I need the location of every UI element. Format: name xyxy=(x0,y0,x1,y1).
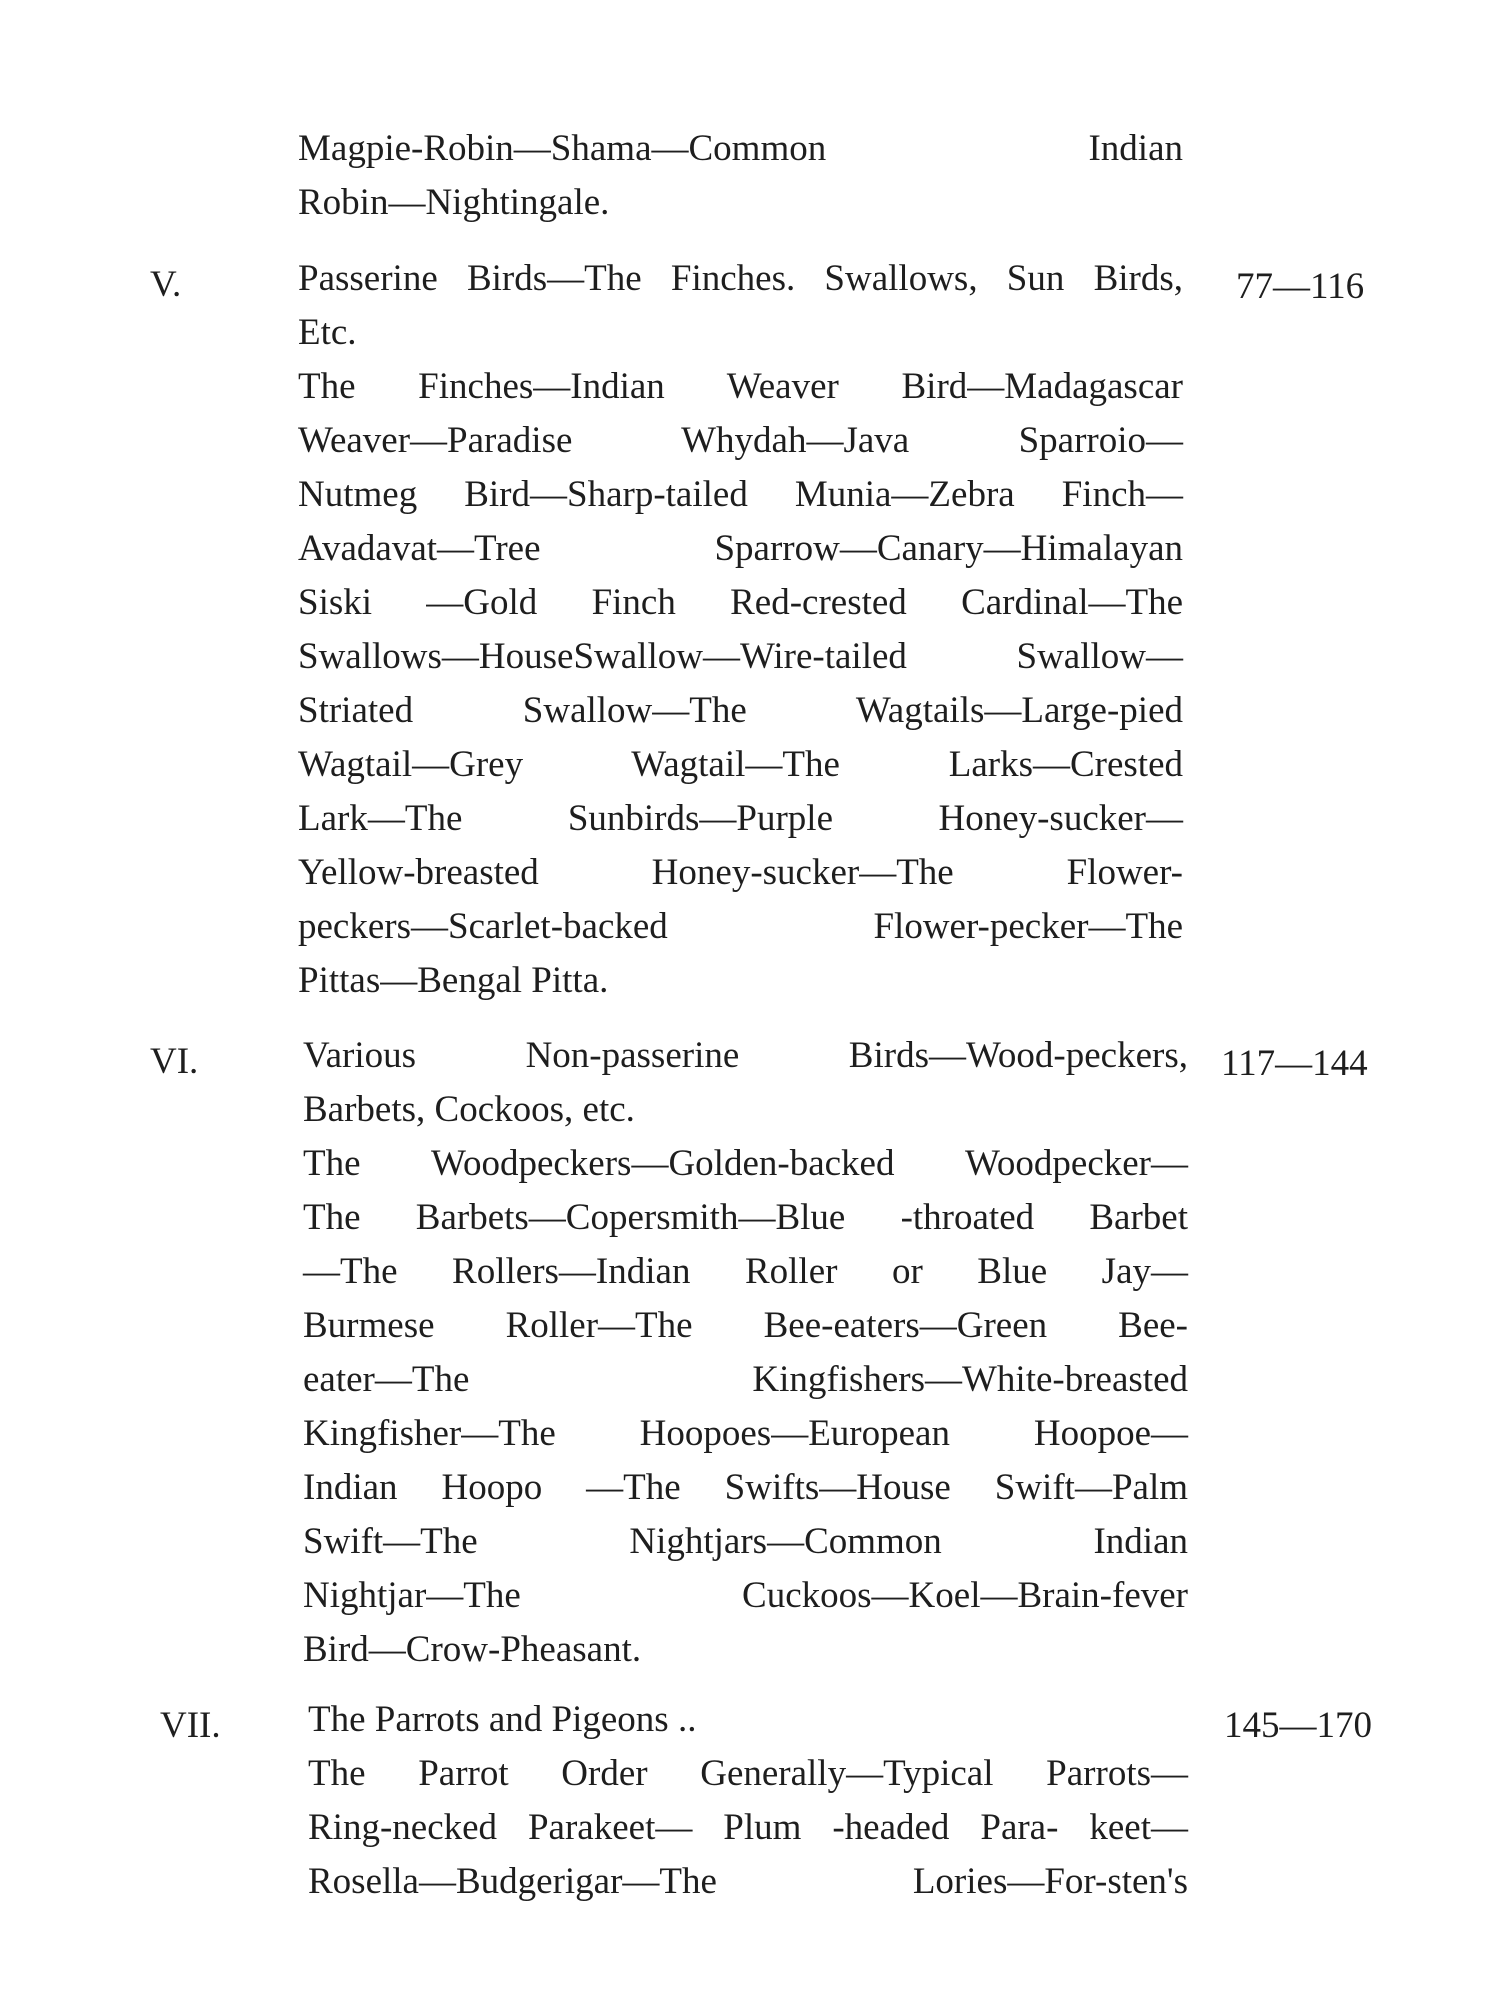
toc-line: Swift—The Nightjars—Common Indian xyxy=(303,1521,1188,1562)
toc-line: Burmese Roller—The Bee-eaters—Green Bee- xyxy=(303,1305,1188,1346)
chapter-vii-pages: 145—170 xyxy=(1224,1705,1372,1746)
toc-line: Swallows—HouseSwallow—Wire-tailed Swallow— xyxy=(298,636,1183,677)
toc-line: The Barbets—Copersmith—Blue -throated Barbet xyxy=(303,1197,1188,1238)
toc-line: Wagtail—Grey Wagtail—The Larks—Crested xyxy=(298,744,1183,785)
toc-line: Siski —Gold Finch Red-crested Cardinal—The xyxy=(298,582,1183,623)
chapter-v-numeral: V. xyxy=(150,264,182,305)
toc-line: Ring-necked Parakeet— Plum -headed Para- keet— xyxy=(308,1807,1188,1848)
toc-line: Robin—Nightingale. xyxy=(298,182,610,223)
toc-line: peckers—Scarlet-backed Flower-pecker—The xyxy=(298,906,1183,947)
toc-line: Nightjar—The Cuckoos—Koel—Brain-fever xyxy=(303,1575,1188,1616)
toc-line: Nutmeg Bird—Sharp-tailed Munia—Zebra Finch— xyxy=(298,474,1183,515)
chapter-v-pages: 77—116 xyxy=(1236,266,1365,307)
chapter-vi-pages: 117—144 xyxy=(1221,1043,1368,1084)
toc-line: —The Rollers—Indian Roller or Blue Jay— xyxy=(303,1251,1188,1292)
toc-line: The Finches—Indian Weaver Bird—Madagascar xyxy=(298,366,1183,407)
chapter-iv-continuation xyxy=(298,122,1183,230)
chapter-vi-numeral: VI. xyxy=(150,1041,199,1082)
toc-line: Striated Swallow—The Wagtails—Large-pied xyxy=(298,690,1183,731)
toc-line: Various Non-passerine Birds—Wood-peckers, xyxy=(303,1035,1188,1076)
toc-line: Magpie-Robin—Shama—Common Indian xyxy=(298,128,1183,169)
chapter-vi-contents xyxy=(303,1029,1188,1677)
toc-line: eater—The Kingfishers—White-breasted xyxy=(303,1359,1188,1400)
chapter-vii-contents xyxy=(308,1693,1188,1909)
toc-line: Rosella—Budgerigar—The Lories—For-sten's xyxy=(308,1861,1188,1902)
toc-line: The Woodpeckers—Golden-backed Woodpecker— xyxy=(303,1143,1188,1184)
chapter-v-contents xyxy=(298,252,1183,1008)
toc-line: Avadavat—Tree Sparrow—Canary—Himalayan xyxy=(298,528,1183,569)
toc-line: Yellow-breasted Honey-sucker—The Flower- xyxy=(298,852,1183,893)
toc-line: Barbets, Cockoos, etc. xyxy=(303,1089,635,1130)
toc-line: Pittas—Bengal Pitta. xyxy=(298,960,609,1001)
toc-line: Weaver—Paradise Whydah—Java Sparroio— xyxy=(298,420,1183,461)
toc-line: Indian Hoopo —The Swifts—House Swift—Palm xyxy=(303,1467,1188,1508)
toc-line: Lark—The Sunbirds—Purple Honey-sucker— xyxy=(298,798,1183,839)
toc-line: Kingfisher—The Hoopoes—European Hoopoe— xyxy=(303,1413,1188,1454)
toc-line: The Parrots and Pigeons .. xyxy=(308,1699,697,1740)
toc-line: Etc. xyxy=(298,312,357,353)
toc-line: Passerine Birds—The Finches. Swallows, Sun Birds, xyxy=(298,258,1183,299)
toc-line: Bird—Crow-Pheasant. xyxy=(303,1629,642,1670)
chapter-vii-numeral: VII. xyxy=(160,1705,221,1746)
toc-line: The Parrot Order Generally—Typical Parrots— xyxy=(308,1753,1188,1794)
